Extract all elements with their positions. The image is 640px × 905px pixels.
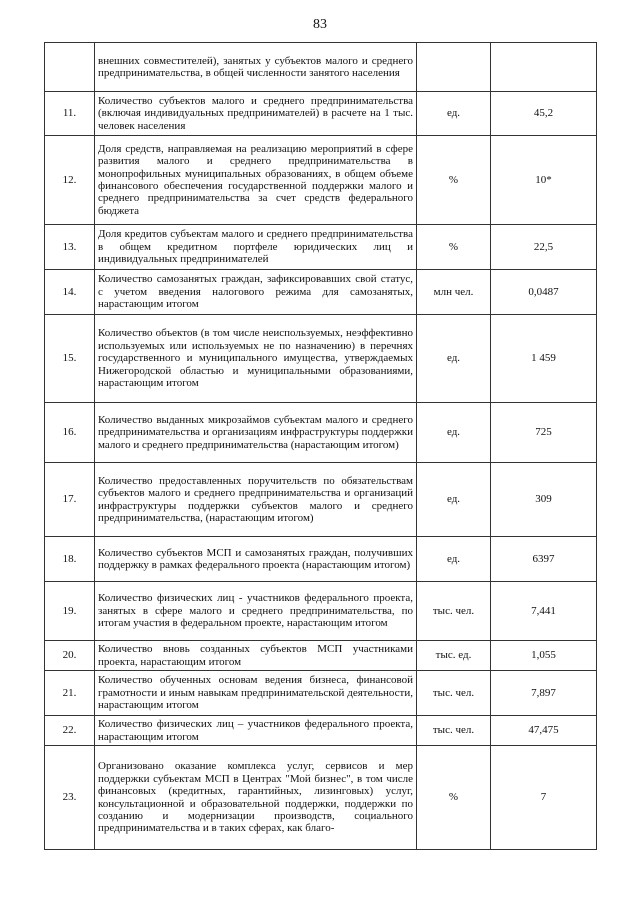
value-cell: 1,055 xyxy=(491,641,597,671)
value-cell: 725 xyxy=(491,403,597,463)
value-cell: 7,441 xyxy=(491,582,597,641)
indicator-name: Количество объектов (в том числе неиспользуемых, неэффективно используемых или используемых не по назначению) в перечнях государственного и муниципального имущества, утверждаемых Нижегородской областью и муниципальными образованиями, нарастающим итогом xyxy=(95,315,417,403)
value-cell: 0,0487 xyxy=(491,270,597,315)
value-cell xyxy=(491,43,597,92)
indicator-name: Количество выданных микрозаймов субъектам малого и среднего предпринимательства и организациям инфраструктуры поддержки малого и среднего предпринимательства (нарастающим итогом) xyxy=(95,403,417,463)
table-row xyxy=(45,746,597,850)
row-number: 16. xyxy=(45,403,95,463)
table-row xyxy=(45,43,597,92)
indicator-name: Количество физических лиц - участников федерального проекта, занятых в сфере малого и среднего предпринимательства, по итогам участия в федеральном проекте, нарастающим итогом xyxy=(95,582,417,641)
indicator-name: Количество субъектов малого и среднего предпринимательства (включая индивидуальных предпринимателей) в расчете на 1 тыс. человек населения xyxy=(95,92,417,136)
table-row xyxy=(45,671,597,716)
unit-cell: ед. xyxy=(417,315,491,403)
indicator-name: Организовано оказание комплекса услуг, сервисов и мер поддержки субъектам МСП в Центрах "Мой бизнес", в том числе финансовых (кредитных, гарантийных, лизинговых) услуг, консультационной и образовательной поддержки, поддержки по созданию и модернизации производств, социального предпринимательства и в таких сферах, как благо- xyxy=(95,746,417,850)
row-number: 19. xyxy=(45,582,95,641)
row-number xyxy=(45,43,95,92)
table-row xyxy=(45,582,597,641)
value-cell: 22,5 xyxy=(491,225,597,270)
row-number: 12. xyxy=(45,136,95,225)
indicator-name: Количество физических лиц – участников федерального проекта, нарастающим итогом xyxy=(95,716,417,746)
row-number: 13. xyxy=(45,225,95,270)
unit-cell: ед. xyxy=(417,92,491,136)
table-row xyxy=(45,403,597,463)
table-row xyxy=(45,225,597,270)
page-number: 83 xyxy=(313,17,327,32)
unit-cell: тыс. чел. xyxy=(417,582,491,641)
unit-cell xyxy=(417,43,491,92)
unit-cell: млн чел. xyxy=(417,270,491,315)
table-row xyxy=(45,641,597,671)
indicator-name: Доля кредитов субъектам малого и среднего предпринимательства в общем кредитном портфеле юридических лиц и индивидуальных предпринимателей xyxy=(95,225,417,270)
table-row xyxy=(45,537,597,582)
unit-cell: ед. xyxy=(417,403,491,463)
unit-cell: тыс. чел. xyxy=(417,671,491,716)
value-cell: 47,475 xyxy=(491,716,597,746)
unit-cell: тыс. чел. xyxy=(417,716,491,746)
unit-cell: ед. xyxy=(417,537,491,582)
table-row xyxy=(45,92,597,136)
table-row xyxy=(45,136,597,225)
value-cell: 45,2 xyxy=(491,92,597,136)
row-number: 15. xyxy=(45,315,95,403)
unit-cell: % xyxy=(417,225,491,270)
unit-cell: % xyxy=(417,136,491,225)
indicator-name: Количество самозанятых граждан, зафиксировавших свой статус, с учетом введения налогового режима для самозанятых, нарастающим итогом xyxy=(95,270,417,315)
row-number: 22. xyxy=(45,716,95,746)
value-cell: 6397 xyxy=(491,537,597,582)
indicator-name: Доля средств, направляемая на реализацию мероприятий в сфере развития малого и среднего предпринимательства в монопрофильных муниципальных образованиях, в общем объеме финансового обеспечения государственной поддержки малого и среднего предпринимательства за счет средств федерального бюджета xyxy=(95,136,417,225)
row-number: 11. xyxy=(45,92,95,136)
indicator-name: Количество обученных основам ведения бизнеса, финансовой грамотности и иным навыкам предпринимательской деятельности, нарастающим итогом xyxy=(95,671,417,716)
indicator-name: Количество субъектов МСП и самозанятых граждан, получивших поддержку в рамках федерального проекта (нарастающим итогом) xyxy=(95,537,417,582)
indicator-name: Количество предоставленных поручительств по обязательствам субъектов малого и среднего предпринимательства и организаций инфраструктуры поддержки субъектов малого и среднего предпринимательства, (нарастающим итогом) xyxy=(95,463,417,537)
unit-cell: ед. xyxy=(417,463,491,537)
row-number: 17. xyxy=(45,463,95,537)
table-row xyxy=(45,315,597,403)
row-number: 21. xyxy=(45,671,95,716)
indicator-name: Количество вновь созданных субъектов МСП участниками проекта, нарастающим итогом xyxy=(95,641,417,671)
indicator-name: внешних совместителей), занятых у субъектов малого и среднего предпринимательства, в общей численности занятого населения xyxy=(95,43,417,92)
unit-cell: тыс. ед. xyxy=(417,641,491,671)
row-number: 18. xyxy=(45,537,95,582)
value-cell: 7,897 xyxy=(491,671,597,716)
indicators-table xyxy=(44,42,597,850)
value-cell: 309 xyxy=(491,463,597,537)
unit-cell: % xyxy=(417,746,491,850)
table-row xyxy=(45,716,597,746)
row-number: 20. xyxy=(45,641,95,671)
table-row xyxy=(45,463,597,537)
table-row xyxy=(45,270,597,315)
row-number: 23. xyxy=(45,746,95,850)
value-cell: 7 xyxy=(491,746,597,850)
row-number: 14. xyxy=(45,270,95,315)
value-cell: 10* xyxy=(491,136,597,225)
value-cell: 1 459 xyxy=(491,315,597,403)
